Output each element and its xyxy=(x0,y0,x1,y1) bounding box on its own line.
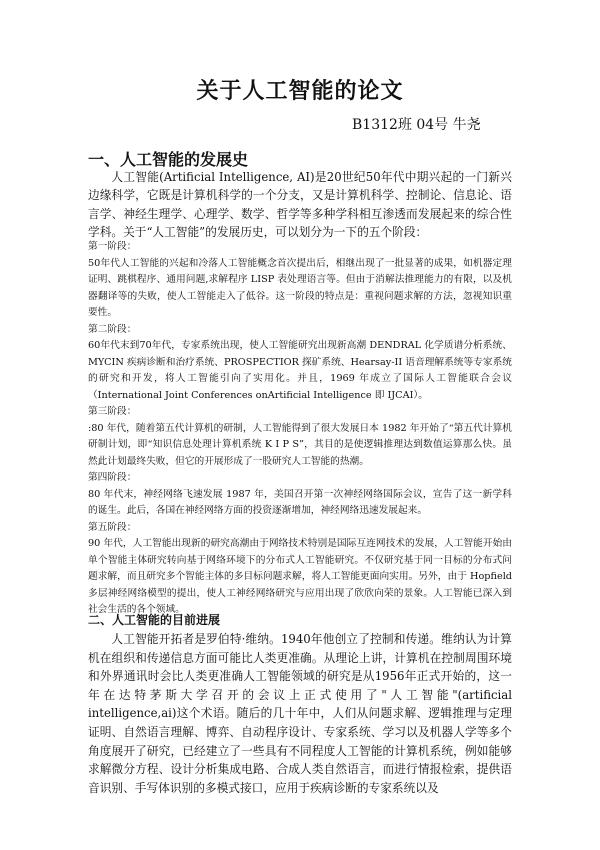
stage-label: 第五阶段： xyxy=(88,521,137,533)
stage-item xyxy=(88,322,512,405)
stage-text: 90 年代，人工智能出现新的研究高潮由于网络技术特别是国际互连网技术的发展，人工智能开始由单个智能主体研究转向基于网络环境下的分布式人工智能研究。不仅研究基于同一目标的分布式问题求解，而且研究多个智能主体的多目标问题求解，将人工智能更面向实用。另外，由于 Hopfield 多层神经网络模型的提出，使人工神经网络研究与应用出现了欣欣向荣的景象。人工智能已深入到社会生活的各个领域。 xyxy=(88,538,512,615)
stage-list xyxy=(88,239,512,619)
stage-label: 第三阶段： xyxy=(88,406,137,417)
stage-item xyxy=(88,520,512,619)
stage-label: 第二阶段： xyxy=(88,323,137,335)
stage-item xyxy=(88,404,512,470)
section-heading-progress: 二、人工智能的目前进展 xyxy=(88,613,221,627)
stage-text: 80 年代末，神经网络飞速发展 1987 年，美国召开第一次神经网络国际会议，宣告了这一新学科的诞生。此后，各国在神经网络方面的投资逐渐增加，神经网络迅速发展起来。 xyxy=(88,488,512,516)
stage-label: 第一阶段： xyxy=(88,241,137,252)
section-heading-history: 一、人工智能的发展史 xyxy=(88,150,249,169)
stage-text: 50年代人工智能的兴起和冷落人工智能概念首次提出后，相继出现了一批显著的成果，如机器定理证明、跳棋程序、通用问题,求解程序 LISP 表处理语言等。但由于消解法推理能力的有限，以及机器翻译等的失败，使人工智能走入了低谷。这一阶段的特点是：重视问题求解的方法，忽视知识重要性。 xyxy=(88,257,512,318)
intro-paragraph: 人工智能(Artificial Intelligence, AI)是20世纪50年代中期兴起的一门新兴边缘科学，它既是计算机科学的一个分支，又是计算机科学、控制论、信息论、语言学、神经生理学、心理学、数学、哲学等多种学科相互渗透而发展起来的综合性学科。关于“人工智能”的发展历史，可以划分为一下的五个阶段： xyxy=(88,170,512,240)
stage-text: :80 年代，随着第五代计算机的研制，人工智能得到了很大发展日本 1982 年开始了“第五代计算机研制计划，即“知识信息处理计算机系统 K I P S”，其目的是使逻辑推理达到数值运算那么快。虽然此计划最终失败，但它的开展形成了一股研究人工智能的热潮。 xyxy=(88,422,512,467)
document-title: 关于人工智能的论文 xyxy=(196,78,404,104)
stage-item xyxy=(88,239,512,322)
stage-item xyxy=(88,470,512,520)
author-line: B1312班 04号 牛尧 xyxy=(352,117,481,133)
progress-paragraph: 人工智能开拓者是罗伯特·维纳。1940年他创立了控制和传递。维纳认为计算机在组织和传递信息方面可能比人类更准确。从理论上讲，计算机在控制周围环境和外界通讯时会比人类更准确人工智能领域的研究是从1956年正式开始的，这一年在达特茅斯大学召开的会议上正式使用了"人工智能"(artificial intelligence,ai)这个术语。随后的几十年中，人们从问题求解、逻辑推理与定理证明、自然语言理解、博弈、自动程序设计、专家系统、学习以及机器人学等多个角度展开了研究，已经建立了一些具有不同程度人工智能的计算机系统，例如能够求解微分方程、设计分析集成电路、合成人类自然语言，而进行情报检索，提供语音识别、手写体识别的多模式接口，应用于疾病诊断的专家系统以及 xyxy=(88,632,512,795)
stage-label: 第四阶段： xyxy=(88,472,137,483)
stage-text: 60年代末到70年代，专家系统出现，使人工智能研究出现新高潮 DENDRAL 化学质谱分析系统、MYCIN 疾病诊断和治疗系统、PROSPECTIOR 探矿系统、Hearsay-II 语音理解系统等专家系统的研究和开发，将人工智能引向了实用化。并且，1969 年成立了国际人工智能联合会议（International Joint Conferences onArtificial Intelligence 即 IJCAI）。 xyxy=(88,340,512,401)
